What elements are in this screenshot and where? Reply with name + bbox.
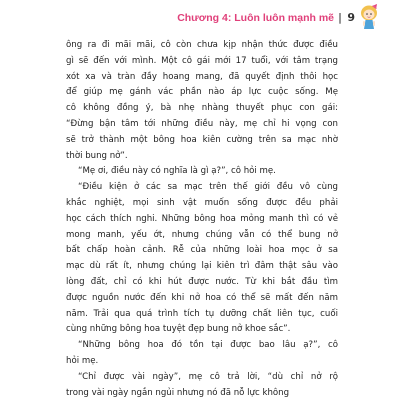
girl-mascot-icon [358,4,380,30]
chapter-title: Chương 4: Luôn luôn mạnh mẽ [177,12,334,24]
text-line: ông ra đi mãi mãi, cô còn chưa kịp nhận thức được điều [66,40,338,50]
text-line: “Đừng bận tâm tới những điều này, mẹ chỉ hi vọng con [66,118,338,129]
text-line: xót xa và tràn đầy hoang mang, đã quyết định thôi học [66,71,338,82]
text-line: lòng đất, chỉ có khi hút được nước. Từ khi bắt đầu tìm [66,276,338,287]
text-line: cùng những bông hoa tuyệt đẹp bung nở khoe sắc”. [66,324,291,335]
text-line: “Những bông hoa đó tồn tại được bao lâu ạ?”, cô [78,340,338,351]
paragraph [66,164,338,180]
header-separator: | [337,11,342,24]
paragraph [66,180,338,338]
paragraph [66,38,338,164]
text-line: bất chấp hoàn cảnh. Rễ của những loài hoa mọc ở sa [66,245,338,256]
text-line: trong vài ngày ngắn ngủi nhưng nó đã nỗ lực không [66,387,290,398]
text-line: “Chỉ được vài ngày”, mẹ cô trả lời, “dù chỉ nở rộ [78,371,338,382]
page-header [0,0,400,34]
text-line: năm. Trải qua quá trình tích tụ dưỡng chất liên tục, cuối [66,308,338,319]
text-line: mạc dù rất ít, nhưng chúng lại kiên trì đâm thật sâu vào [66,261,338,272]
text-line: hỏi mẹ. [66,355,99,366]
text-line: “Mẹ ơi, điều này có nghĩa là gì ạ?”, cô hỏi mẹ. [78,166,276,177]
text-line: học cách thích nghi. Những bông hoa mỏng manh thì có vẻ [66,213,338,224]
text-line: cô không đồng ý, bà nhẹ nhàng thuyết phục con gái: [66,103,338,114]
text-line: được nguồn nước đến khi nở hoa có thể sẽ mất đến năm [66,292,338,303]
text-line: sẽ trở thành một bông hoa kiên cường trên sa mạc nhờ [66,134,338,145]
text-line: thời bung nở”. [66,150,128,161]
page-number: 9 [347,11,355,24]
text-line: gì sẽ đến với mình. Một cô gái mới 17 tuổi, với tâm trạng [66,55,338,66]
text-line: để giúp mẹ gánh vác phần nào áp lực cuộc sống. Mẹ [66,87,338,98]
text-line: mong manh, yếu ớt, nhưng chúng vẫn có thể bung nở [66,229,338,240]
text-line: khắc nghiệt, mọi sinh vật muốn sống được đều phải [66,197,338,208]
body-text [66,38,338,401]
paragraph [66,370,338,401]
paragraph [66,338,338,370]
text-line: “Điều kiện ở các sa mạc trên thế giới đều vô cùng [78,182,338,193]
